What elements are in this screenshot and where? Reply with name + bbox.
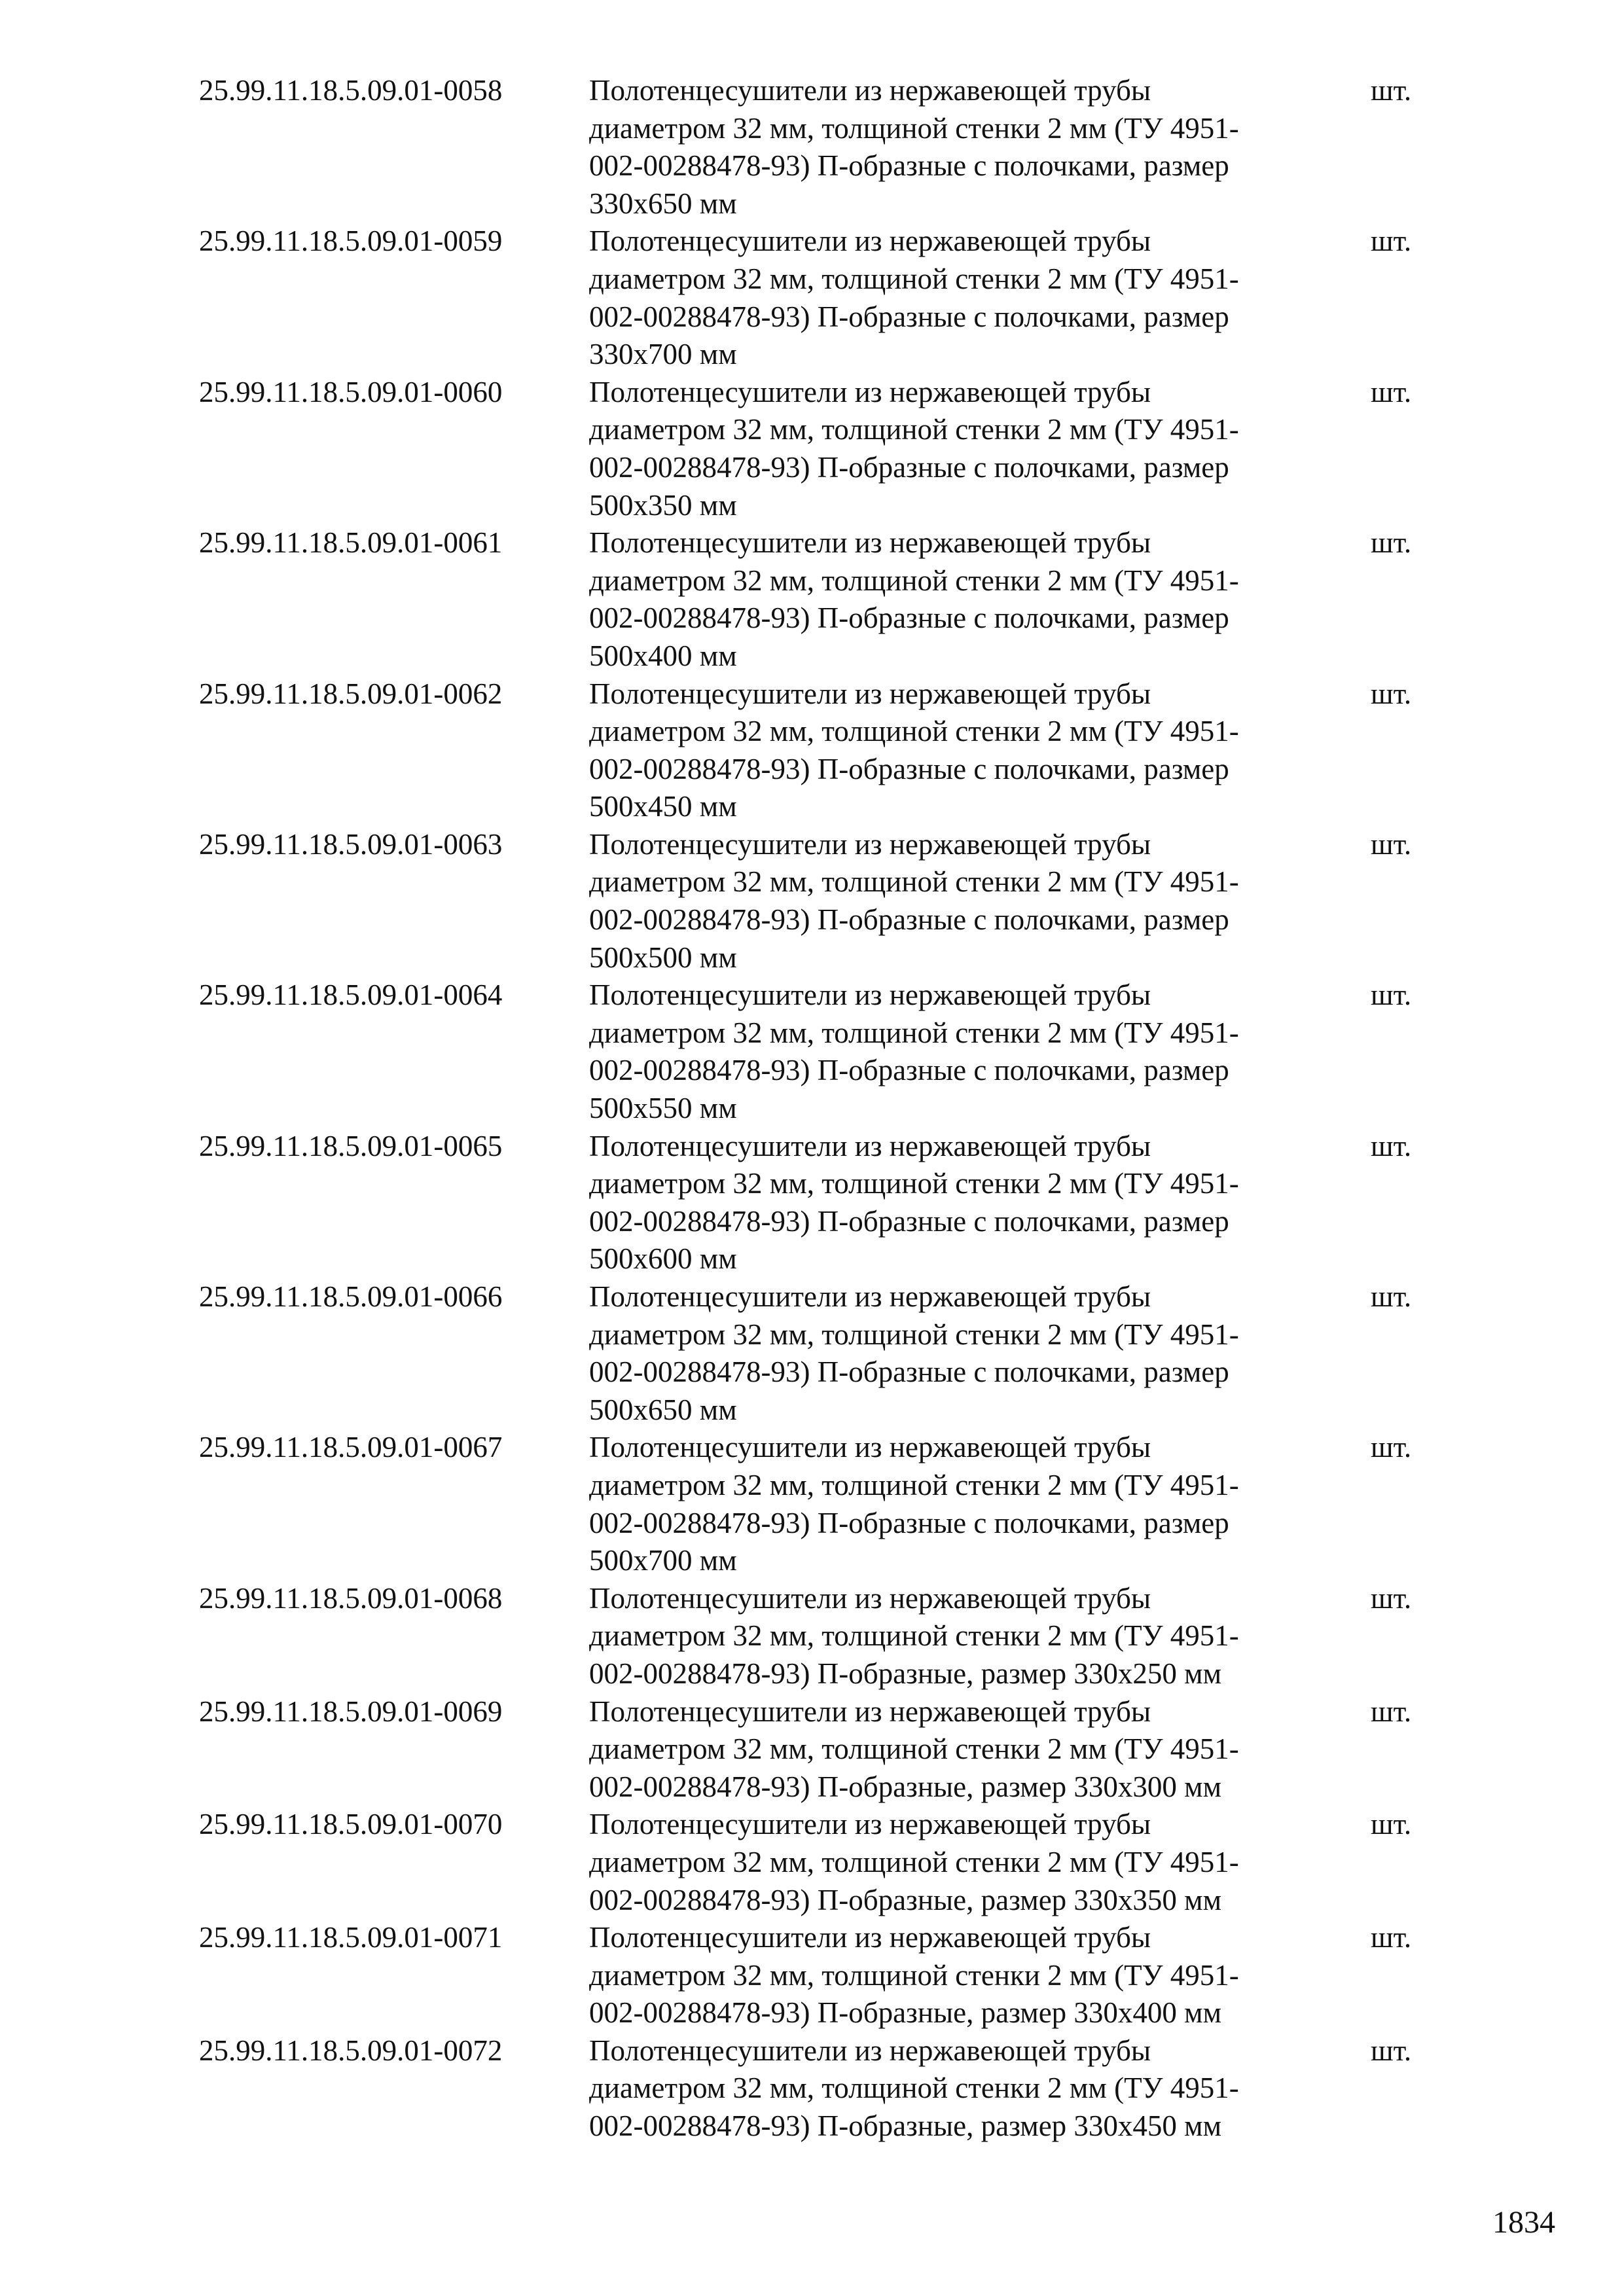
description-line: 500х500 мм [589, 941, 737, 974]
description-line: Полотенцесушители из нержавеющей трубы [589, 1695, 1151, 1728]
item-code: 25.99.11.18.5.09.01-0072 [199, 2034, 503, 2067]
item-description [589, 1128, 1335, 1278]
description-line: диаметром 32 мм, толщиной стенки 2 мм (ТУ 4951- [589, 111, 1239, 145]
item-code: 25.99.11.18.5.09.01-0071 [199, 1921, 503, 1954]
description-line: Полотенцесушители из нержавеющей трубы [589, 677, 1151, 710]
table-row [0, 1806, 1624, 1919]
item-unit: шт. [1371, 375, 1412, 408]
description-line: диаметром 32 мм, толщиной стенки 2 мм (ТУ 4951- [589, 1958, 1239, 1992]
description-line: 002-00288478-93) П-образные, размер 330х450 мм [589, 2109, 1222, 2143]
item-code: 25.99.11.18.5.09.01-0059 [199, 224, 503, 258]
description-line: 002-00288478-93) П-образные с полочками, размер [589, 300, 1229, 333]
description-line: диаметром 32 мм, толщиной стенки 2 мм (ТУ 4951- [589, 1318, 1239, 1351]
item-unit: шт. [1371, 1695, 1412, 1728]
item-code: 25.99.11.18.5.09.01-0066 [199, 1280, 503, 1313]
item-description [589, 223, 1335, 373]
description-line: Полотенцесушители из нержавеющей трубы [589, 1280, 1151, 1313]
item-description [589, 1429, 1335, 1579]
item-code: 25.99.11.18.5.09.01-0070 [199, 1808, 503, 1841]
description-line: Полотенцесушители из нержавеющей трубы [589, 1431, 1151, 1464]
item-code: 25.99.11.18.5.09.01-0062 [199, 677, 503, 710]
description-line: диаметром 32 мм, толщиной стенки 2 мм (ТУ 4951- [589, 1619, 1239, 1653]
description-line: 500х450 мм [589, 790, 737, 823]
item-unit: шт. [1371, 1431, 1412, 1464]
description-line: диаметром 32 мм, толщиной стенки 2 мм (ТУ 4951- [589, 413, 1239, 446]
item-description [589, 675, 1335, 826]
description-line: диаметром 32 мм, толщиной стенки 2 мм (ТУ 4951- [589, 262, 1239, 295]
description-line: диаметром 32 мм, толщиной стенки 2 мм (ТУ 4951- [589, 715, 1239, 748]
item-description [589, 977, 1335, 1127]
description-line: 002-00288478-93) П-образные с полочками, размер [589, 1506, 1229, 1539]
table-row [0, 524, 1624, 675]
table-row [0, 1693, 1624, 1806]
description-line: диаметром 32 мм, толщиной стенки 2 мм (ТУ 4951- [589, 564, 1239, 597]
table-row [0, 1429, 1624, 1579]
description-line: диаметром 32 мм, толщиной стенки 2 мм (ТУ 4951- [589, 1167, 1239, 1200]
description-line: 002-00288478-93) П-образные с полочками, размер [589, 1355, 1229, 1389]
item-unit: шт. [1371, 1921, 1412, 1954]
description-line: Полотенцесушители из нержавеющей трубы [589, 1581, 1151, 1615]
item-unit: шт. [1371, 1808, 1412, 1841]
table-row [0, 2032, 1624, 2145]
description-line: 330х700 мм [589, 338, 737, 371]
description-line: 500х400 мм [589, 639, 737, 672]
description-line: диаметром 32 мм, толщиной стенки 2 мм (ТУ 4951- [589, 1732, 1239, 1766]
item-code: 25.99.11.18.5.09.01-0058 [199, 74, 503, 107]
item-code: 25.99.11.18.5.09.01-0069 [199, 1695, 503, 1728]
description-line: Полотенцесушители из нержавеющей трубы [589, 2034, 1151, 2067]
description-line: Полотенцесушители из нержавеющей трубы [589, 827, 1151, 861]
description-line: 002-00288478-93) П-образные с полочками, размер [589, 149, 1229, 183]
item-unit: шт. [1371, 74, 1412, 107]
description-line: Полотенцесушители из нержавеющей трубы [589, 1808, 1151, 1841]
table-row [0, 1919, 1624, 2032]
item-code: 25.99.11.18.5.09.01-0064 [199, 978, 503, 1012]
description-line: Полотенцесушители из нержавеющей трубы [589, 978, 1151, 1012]
description-line: Полотенцесушители из нержавеющей трубы [589, 375, 1151, 408]
item-description [589, 374, 1335, 524]
item-code: 25.99.11.18.5.09.01-0063 [199, 827, 503, 861]
item-unit: шт. [1371, 526, 1412, 560]
item-unit: шт. [1371, 1129, 1412, 1162]
item-description [589, 72, 1335, 223]
table-row [0, 72, 1624, 223]
item-unit: шт. [1371, 827, 1412, 861]
item-code: 25.99.11.18.5.09.01-0061 [199, 526, 503, 560]
item-description [589, 1806, 1335, 1919]
item-description [589, 1919, 1335, 2032]
table-row [0, 223, 1624, 373]
description-line: 002-00288478-93) П-образные с полочками, размер [589, 450, 1229, 484]
item-description [589, 1278, 1335, 1429]
description-line: 500х650 мм [589, 1393, 737, 1426]
description-line: диаметром 32 мм, толщиной стенки 2 мм (ТУ 4951- [589, 1845, 1239, 1878]
item-unit: шт. [1371, 1581, 1412, 1615]
item-description [589, 2032, 1335, 2145]
item-unit: шт. [1371, 1280, 1412, 1313]
table-row [0, 1128, 1624, 1278]
table-row [0, 1278, 1624, 1429]
table-row [0, 1580, 1624, 1693]
description-line: 002-00288478-93) П-образные с полочками, размер [589, 1054, 1229, 1087]
description-line: Полотенцесушители из нержавеющей трубы [589, 526, 1151, 560]
item-description [589, 826, 1335, 977]
item-description [589, 524, 1335, 675]
description-line: 500х600 мм [589, 1242, 737, 1276]
description-line: Полотенцесушители из нержавеющей трубы [589, 224, 1151, 258]
item-unit: шт. [1371, 2034, 1412, 2067]
description-line: диаметром 32 мм, толщиной стенки 2 мм (ТУ 4951- [589, 865, 1239, 899]
description-line: 500х350 мм [589, 488, 737, 522]
item-unit: шт. [1371, 677, 1412, 710]
description-line: 002-00288478-93) П-образные с полочками, размер [589, 752, 1229, 785]
description-line: 002-00288478-93) П-образные, размер 330х350 мм [589, 1883, 1222, 1916]
description-line: 002-00288478-93) П-образные с полочками, размер [589, 903, 1229, 937]
description-line: 002-00288478-93) П-образные, размер 330х250 мм [589, 1657, 1222, 1690]
table-row [0, 675, 1624, 826]
table-row [0, 374, 1624, 524]
description-line: 500х700 мм [589, 1544, 737, 1577]
item-code: 25.99.11.18.5.09.01-0060 [199, 375, 503, 408]
item-unit: шт. [1371, 224, 1412, 258]
description-line: 002-00288478-93) П-образные, размер 330х400 мм [589, 1996, 1222, 2030]
description-line: диаметром 32 мм, толщиной стенки 2 мм (ТУ 4951- [589, 1468, 1239, 1501]
item-code: 25.99.11.18.5.09.01-0068 [199, 1581, 503, 1615]
description-line: 002-00288478-93) П-образные, размер 330х300 мм [589, 1770, 1222, 1803]
description-line: 002-00288478-93) П-образные с полочками, размер [589, 1204, 1229, 1238]
page-number: 1834 [1492, 2205, 1555, 2240]
description-line: 330х650 мм [589, 187, 737, 220]
table-row [0, 977, 1624, 1127]
description-line: диаметром 32 мм, толщиной стенки 2 мм (ТУ 4951- [589, 2072, 1239, 2105]
item-code: 25.99.11.18.5.09.01-0067 [199, 1431, 503, 1464]
description-line: 500х550 мм [589, 1092, 737, 1125]
item-unit: шт. [1371, 978, 1412, 1012]
item-description [589, 1693, 1335, 1806]
item-code: 25.99.11.18.5.09.01-0065 [199, 1129, 503, 1162]
description-line: Полотенцесушители из нержавеющей трубы [589, 74, 1151, 107]
description-line: диаметром 32 мм, толщиной стенки 2 мм (ТУ 4951- [589, 1016, 1239, 1049]
description-line: Полотенцесушители из нержавеющей трубы [589, 1921, 1151, 1954]
table-row [0, 826, 1624, 977]
description-line: 002-00288478-93) П-образные с полочками, размер [589, 601, 1229, 635]
description-line: Полотенцесушители из нержавеющей трубы [589, 1129, 1151, 1162]
item-description [589, 1580, 1335, 1693]
price-list-table [0, 72, 1624, 2145]
